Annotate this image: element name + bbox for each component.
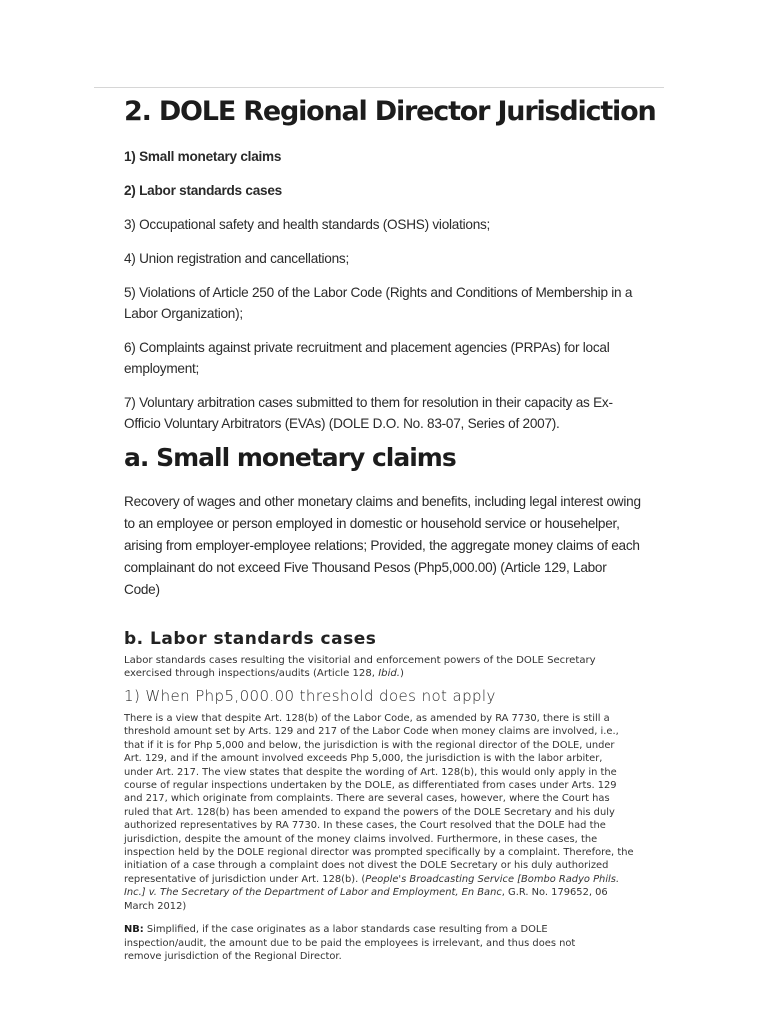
section-b-intro-text: Labor standards cases resulting the visitorial and enforcement powers of the DOLE Secretary exercised through inspections/audits (Article 128, (124, 655, 596, 679)
section-a-text: Recovery of wages and other monetary claims and benefits, including legal interest owing to an employee or person employed in domestic or household service or househelper, arising from employer-employee relations; Provided, the aggregate money claims of each complainant do not exceed Five Thousand Pesos (Php5,000.00) (Article 129, Labor Code) (124, 494, 641, 597)
list-item: 3) Occupational safety and health standards (OSHS) violations; (124, 217, 491, 232)
list-item: 4) Union registration and cancellations; (124, 251, 350, 266)
document-page (124, 94, 656, 963)
section-b-intro-end: ) (400, 668, 404, 679)
threshold-body-end: , G.R. No. 179652, 06 March 2012) (124, 887, 608, 912)
nb-note (124, 923, 614, 963)
section-b-title: b. Labor standards cases (124, 629, 377, 649)
nb-text: Simplified, if the case originates as a labor standards case resulting from a DOLE inspection/audit, the amount due to be paid the employees is irrelevant, and thus does not remove jurisdiction of the Regional Director. (124, 924, 576, 962)
section-b-intro (124, 654, 634, 680)
nb-label: NB: (124, 924, 144, 936)
section-b-intro-italic: Ibid. (378, 668, 401, 679)
list-item: 6) Complaints against private recruitment and placement agencies (PRPAs) for local employment; (124, 340, 610, 376)
jurisdiction-list (124, 146, 644, 434)
threshold-subtitle: 1) When Php5,000.00 threshold does not apply (124, 687, 496, 705)
section-a-title: a. Small monetary claims (124, 443, 456, 472)
list-item: 7) Voluntary arbitration cases submitted to them for resolution in their capacity as Ex-Officio Voluntary Arbitrators (EVAs) (DOLE D.O. No. 83-07, Series of 2007). (124, 395, 613, 431)
list-item: 1) Small monetary claims (124, 149, 282, 164)
list-item: 5) Violations of Article 250 of the Labor Code (Rights and Conditions of Membership in a Labor Organization); (124, 285, 633, 321)
top-divider (94, 87, 664, 88)
page-title: 2. DOLE Regional Director Jurisdiction (124, 96, 656, 127)
threshold-body (124, 712, 634, 913)
threshold-body-text: There is a view that despite Art. 128(b) of the Labor Code, as amended by RA 7730, there is still a threshold amount set by Arts. 129 and 217 of the Labor Code when money claims are involved, i.e., that if it is for Php 5,000 and below, the jurisdiction is with the regional director of the DOLE, under Art. 129, and if the amount involved exceeds Php 5,000, the jurisdiction is with the labor arbiter, under Art. 217. The view states that despite the wording of Art. 128(b), this would only apply in the course of regular inspections undertaken by the DOLE, as differentiated from cases under Arts. 129 and 217, which originate from complaints. There are several cases, however, where the Court has ruled that Art. 128(b) has been amended to expand the powers of the DOLE Secretary and his duly authorized representatives by RA 7730. In these cases, the Court resolved that the DOLE had the jurisdiction, despite the amount of the money claims involved. Furthermore, in these cases, the inspection held by the DOLE regional director was prompted specifically by a complaint. Therefore, the initiation of a case through a complaint does not divest the DOLE Secretary or his duly authorized representative of jurisdiction under Art. 128(b). ( (124, 713, 634, 885)
list-item: 2) Labor standards cases (124, 183, 282, 198)
case-citation: People's Broadcasting Service [Bombo Radyo Phils. Inc.] v. The Secretary of the Department of Labor and Employment, En Banc (124, 873, 620, 899)
